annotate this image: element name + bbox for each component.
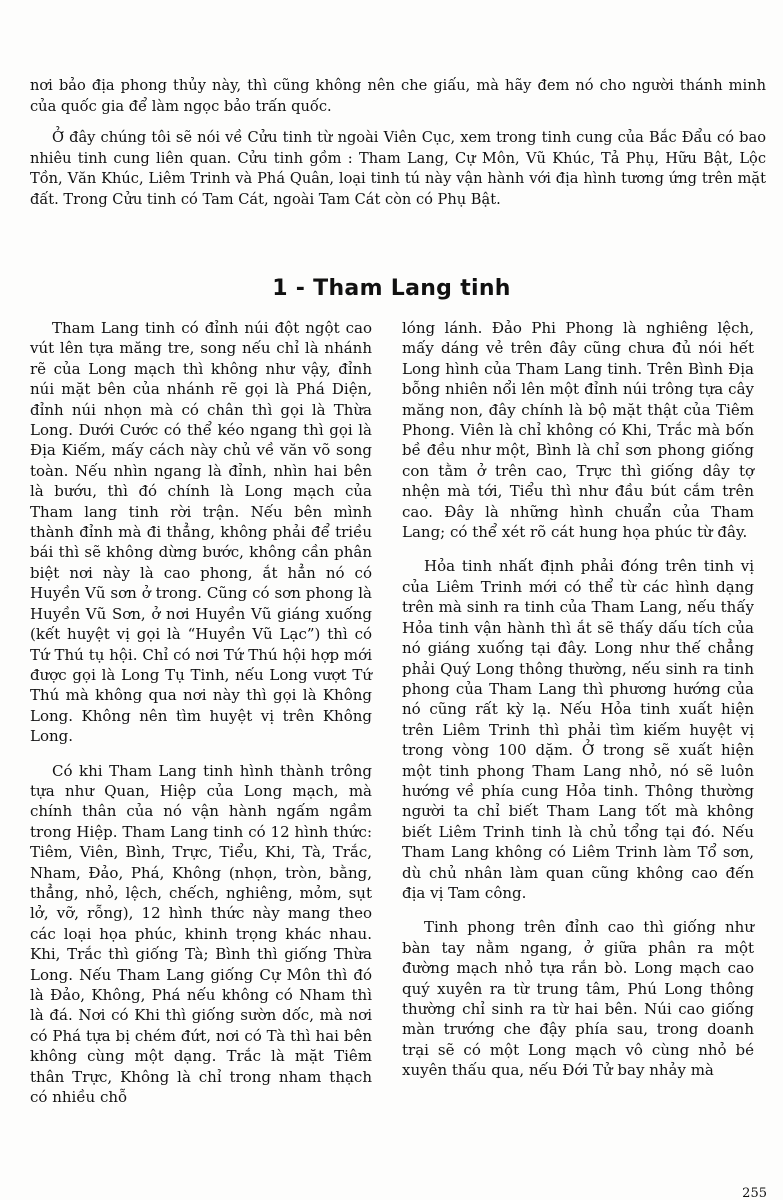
- intro-paragraph-1: nơi bảo địa phong thủy này, thì cũng không nên che giấu, mà hãy đem nó cho người thánh minh của quốc gia để làm ngọc bảo trấn quốc.: [30, 77, 766, 115]
- left-column: [30, 318, 372, 1121]
- left-paragraph-1: Tham Lang tinh có đỉnh núi đột ngột cao vút lên tựa măng tre, song nếu chỉ là nhánh rẽ của Long mạch thì không như vậy, đỉnh núi mặt bên của nhánh rẽ gọi là Phá Diện, đỉnh núi nhọn mà có chân thì gọi là Thừa Long. Dưới Cước có thể kéo ngang thì gọi là Địa Kiếm, mấy cách này chủ về văn võ song toàn. Nếu nhìn ngang là đỉnh, nhìn hai bên là bướu, thì đó chính là Long mạch của Tham lang tinh rời trận. Nếu bên mình thành đỉnh mà đi thẳng, không phải để triều bái thì sẽ không dừng bước, không cần phân biệt nơi này là cao phong, ắt hẳn nó có Huyền Vũ sơn ở trong. Cũng có sơn phong là Huyền Vũ Sơn, ở nơi Huyền Vũ giáng xuống (kết huyệt vị gọi là “Huyền Vũ Lạc”) thì có Tứ Thú tụ hội. Chỉ có nơi Tứ Thú hội hợp mới được gọi là Long Tụ Tinh, nếu Long vượt Tứ Thú mà không qua nơi này thì gọi là Không Long. Không nên tìm huyệt vị trên Không Long.: [30, 319, 372, 746]
- page-number: 255: [742, 1186, 767, 1201]
- right-paragraph-3: Tinh phong trên đỉnh cao thì giống như bàn tay nằm ngang, ở giữa phân ra một đường mạch nhỏ tựa rắn bò. Long mạch cao quý xuyên ra từ trung tâm, Phú Long thông thường chỉ sinh ra từ hai bên. Núi cao giống màn trướng che đậy phía sau, trong doanh trại sẽ có một Long mạch vô cùng nhỏ bé xuyên thấu qua, nếu Đới Tử bay nhảy mà: [402, 918, 754, 1080]
- right-column: [402, 318, 754, 1095]
- right-paragraph-1: lóng lánh. Đảo Phi Phong là nghiêng lệch, mấy dáng vẻ trên đây cũng chưa đủ nói hết Long hình của Tham Lang tinh. Trên Bình Địa bỗng nhiên nổi lên một đỉnh núi trông tựa cây măng non, đây chính là bộ mặt thật của Tiêm Phong. Viên là chỉ không có Khi, Trắc mà bốn bề đều như một, Bình là chỉ sơn phong giống con tằm ở trên cao, Trực thì giống dây tợ nhện mà tới, Tiểu thì như đầu bút cắm trên cao. Đây là những hình chuẩn của Tham Lang; có thể xét rõ cát hung họa phúc từ đây.: [402, 319, 754, 542]
- intro-paragraph-2: Ở đây chúng tôi sẽ nói về Cửu tinh từ ngoài Viên Cục, xem trong tinh cung của Bắc Đẩu có bao nhiêu tinh cung liên quan. Cửu tinh gồm : Tham Lang, Cự Môn, Vũ Khúc, Tả Phụ, Hữu Bật, Lộc Tồn, Văn Khúc, Liêm Trinh và Phá Quân, loại tinh tú này vận hành với địa hình tương ứng trên mặt đất. Trong Cửu tinh có Tam Cát, ngoài Tam Cát còn có Phụ Bật.: [30, 129, 766, 208]
- left-paragraph-2: Có khi Tham Lang tinh hình thành trông tựa như Quan, Hiệp của Long mạch, mà chính thân của nó vận hành ngấm ngầm trong Hiệp. Tham Lang tinh có 12 hình thức: Tiêm, Viên, Bình, Trực, Tiểu, Khi, Tà, Trắc, Nham, Đảo, Phá, Không (nhọn, tròn, bằng, thẳng, nhỏ, lệch, chếch, nghiêng, mỏm, sụt lở, vỡ, rỗng), 12 hình thức này mang theo các loại họa phúc, khinh trọng khác nhau. Khi, Trắc thì giống Tà; Bình thì giống Thừa Long. Nếu Tham Lang giống Cự Môn thì đó là Đảo, Không, Phá nếu không có Nham thì là đá. Nơi có Khi thì giống sườn dốc, mà nơi có Phá tựa bị chém đứt, nơi có Tà thì hai bên không cùng một dạng. Trắc là mặt Tiêm thân Trực, Không là chỉ trong nham thạch có nhiều chỗ: [30, 761, 372, 1107]
- right-paragraph-2: Hỏa tinh nhất định phải đóng trên tinh vị của Liêm Trinh mới có thể từ các hình dạng trên mà sinh ra tinh của Tham Lang, nếu thấy Hỏa tinh vận hành thì ắt sẽ thấy dấu tích của nó giáng xuống tại đây. Long như thế chẳng phải Quý Long thông thường, nếu sinh ra tinh phong của Tham Lang thì phương hướng của nó cũng rất kỳ lạ. Nếu Hỏa tinh xuất hiện trên Liêm Trinh thì phải tìm kiếm huyệt vị trong vòng 100 dặm. Ở trong sẽ xuất hiện một tinh phong Tham Lang nhỏ, nó sẽ luôn hướng về phía cung Hỏa tinh. Thông thường người ta chỉ biết Tham Lang tốt mà không biết Liêm Trinh tinh là chủ tổng tại đó. Nếu Tham Lang không có Liêm Trinh làm Tổ sơn, dù chủ nhân làm quan cũng không cao đến địa vị Tam công.: [402, 557, 754, 902]
- intro-section: [30, 76, 766, 221]
- section-title: 1 - Tham Lang tinh: [272, 276, 511, 301]
